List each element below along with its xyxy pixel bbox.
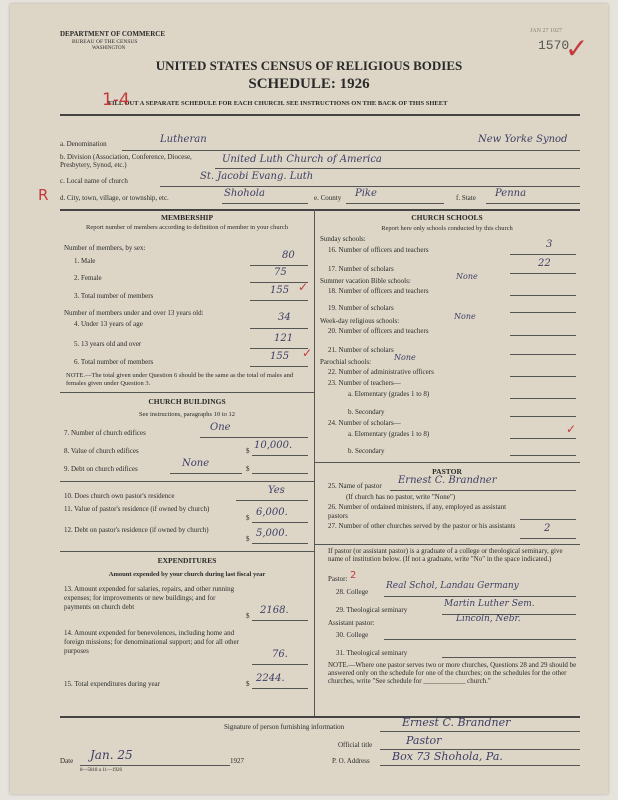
q6-label: 6. Total number of members (74, 358, 154, 366)
q24b-line (510, 455, 576, 456)
q13-dollar: $ (246, 612, 250, 620)
red-mark-1-4: 1-4 (102, 90, 130, 110)
schools-title: CHURCH SCHOOLS (411, 213, 483, 222)
q13-value: 2168. (260, 605, 289, 616)
q23-label: 23. Number of teachers— (328, 379, 401, 387)
q1-value: 80 (282, 250, 295, 261)
local-name-line (160, 186, 580, 187)
q24a-line (510, 438, 576, 439)
q17-value: 22 (538, 258, 551, 269)
parochial-schools-label: Parochial schools: (320, 358, 372, 366)
members-by-sex-label: Number of members, by sex: (64, 244, 146, 252)
weekday-schools-label: Week-day religious schools: (320, 317, 400, 325)
q11-value: 6,000. (256, 507, 288, 518)
synod-value: New Yorke Synod (478, 134, 568, 145)
denomination-label: a. Denomination (60, 140, 107, 148)
weekday-schools-value: None (454, 312, 476, 321)
denomination-value: Lutheran (160, 134, 207, 145)
q12-dollar: $ (246, 535, 250, 543)
q3-value: 155 (270, 285, 290, 296)
red-mark-r: R (38, 186, 49, 204)
q2-label: 2. Female (74, 274, 102, 282)
q7-value: One (210, 422, 231, 433)
q17-label: 17. Number of scholars (328, 265, 394, 273)
membership-note: NOTE.—The total given under Question 6 should be the same as the total of males and females given under Question 3. (66, 372, 294, 387)
form-number: 8—5818 a 11—1926 (80, 768, 123, 773)
county-label: e. County (314, 194, 342, 202)
q11-dollar: $ (246, 514, 250, 522)
date-value: Jan. 25 (90, 748, 133, 762)
form-title: UNITED STATES CENSUS OF RELIGIOUS BODIES (155, 58, 463, 73)
city-label: WASHINGTON (92, 46, 126, 51)
q26-line (520, 519, 576, 520)
q4-value: 34 (278, 312, 291, 323)
buildings-divider (60, 392, 314, 393)
denomination-line (122, 150, 580, 151)
q1-line (250, 265, 308, 266)
q28-line (384, 596, 576, 597)
q24a-check-mark: ✓ (566, 422, 577, 436)
date-year: 1927 (230, 757, 244, 765)
q18-line (510, 295, 576, 296)
q8-dollar: $ (246, 447, 250, 455)
division-value: United Luth Church of America (222, 154, 382, 165)
q26-label: 26. Number of ordained ministers, if any, employed as assistant pastors (328, 503, 507, 520)
q15-dollar: $ (246, 680, 250, 688)
official-title-value: Pastor (406, 734, 442, 747)
q24a-label: a. Elementary (grades 1 to 8) (348, 430, 430, 438)
q15-label: 15. Total expenditures during year (64, 680, 160, 688)
county-value: Pike (355, 188, 377, 199)
local-name-value: St. Jacobi Evang. Luth (200, 171, 314, 182)
q25-note: (If church has no pastor, write "None") (346, 493, 456, 501)
q9-value: None (182, 458, 210, 469)
q21-label: 21. Number of scholars (328, 346, 394, 354)
parochial-schools-value: None (394, 353, 416, 362)
q20-line (510, 335, 576, 336)
q18-label: 18. Number of officers and teachers (328, 287, 429, 295)
division-label: b. Division (Association, Conference, Diocese, Presbytery, Synod, etc.) (60, 153, 192, 169)
q23a-label: a. Elementary (grades 1 to 8) (348, 390, 430, 398)
q20-label: 20. Number of officers and teachers (328, 327, 429, 335)
q28-label: 28. College (336, 588, 369, 596)
expenditures-intro: Amount expended by your church during last fiscal year (108, 571, 266, 578)
q6-line (250, 366, 308, 367)
signature-label: Signature of person furnishing information (224, 723, 345, 731)
membership-title: MEMBERSHIP (160, 213, 214, 222)
q29-value: Martin Luther Sem. (444, 599, 535, 609)
q23b-label: b. Secondary (348, 408, 385, 416)
q25-line (390, 490, 576, 491)
q9-line (170, 473, 242, 474)
q22-label: 22. Number of administrative officers (328, 368, 434, 376)
buildings-title: CHURCH BUILDINGS (148, 397, 226, 406)
q5-label: 5. 13 years old and over (74, 340, 142, 348)
sunday-schools-label: Sunday schools: (320, 235, 366, 243)
schedule-title: SCHEDULE: 1926 (248, 76, 370, 92)
date-line (80, 765, 230, 766)
q12-label: 12. Debt on pastor's residence (if owned by church) (64, 526, 209, 534)
summer-schools-label: Summer vacation Bible schools: (320, 277, 411, 285)
q5-line (250, 348, 308, 349)
official-title-label: Official title (338, 741, 373, 749)
q1-label: 1. Male (74, 257, 96, 265)
q15-value: 2244. (256, 673, 285, 684)
header-divider (60, 114, 580, 116)
q25-label: 25. Name of pastor (328, 482, 382, 490)
q21-line (510, 354, 576, 355)
q24-label: 24. Number of scholars— (328, 419, 401, 427)
q30-label: 30. College (336, 631, 369, 639)
pastor-sublabel: Pastor: (328, 575, 348, 583)
q27-value: 2 (544, 523, 551, 534)
county-line (346, 203, 444, 204)
q24b-label: b. Secondary (348, 447, 385, 455)
q3-check-mark: ✓ (298, 280, 309, 294)
q23b-line (510, 416, 576, 417)
city-label-field: d. City, town, village, or township, etc. (60, 194, 169, 202)
q19-label: 19. Number of scholars (328, 304, 394, 312)
q7-line (200, 437, 308, 438)
signature-line (380, 731, 580, 732)
q14-value: 76. (272, 649, 288, 660)
division-line (215, 168, 580, 169)
membership-intro: Report number of members according to definition of member in your church (86, 224, 288, 231)
q25-value: Ernest C. Brandner (398, 475, 497, 486)
schedule-number: 1570 (538, 38, 570, 53)
date-label: Date (60, 757, 74, 765)
state-label: f. State (456, 194, 476, 202)
q13-label: 13. Amount expended for salaries, repairs, and other running expenses; for improvements or new buildings; and for payments on church debt (64, 585, 235, 611)
q10-value: Yes (268, 485, 285, 496)
q3-line (250, 300, 308, 301)
q17-line (510, 273, 576, 274)
pastor-note: NOTE.—Where one pastor serves two or more churches, Questions 28 and 29 should be answered only on the schedule for one of the churches; on the schedules for the other churches, write "See schedule for ____________ church." (328, 661, 577, 685)
city-value: Shohola (224, 188, 265, 199)
q13-line (252, 620, 308, 621)
q31-line (442, 657, 576, 658)
graduate-divider (314, 544, 580, 545)
q30-line (384, 639, 576, 640)
q10-label: 10. Does church own pastor's residence (64, 492, 175, 500)
department-label: DEPARTMENT OF COMMERCE (60, 30, 166, 38)
q16-label: 16. Number of officers and teachers (328, 246, 429, 254)
q23a-line (510, 398, 576, 399)
separate-schedule-instruction: FILL OUT A SEPARATE SCHEDULE FOR EACH CHURCH. SEE INSTRUCTIONS ON THE BACK OF THIS SHEET (108, 100, 448, 107)
q14-line (252, 664, 308, 665)
q2-value: 75 (274, 267, 287, 278)
q14-label: 14. Amount expended for benevolences, including home and foreign missions; for denominational support; and for all other purposes (64, 629, 239, 655)
assistant-pastor-label: Assistant pastor: (328, 619, 375, 627)
bureau-label: BUREAU OF THE CENSUS (72, 39, 138, 45)
q16-line (510, 254, 576, 255)
q9-dollar: $ (246, 465, 250, 473)
q15-line (252, 688, 308, 689)
pastor-title: PASTOR (432, 467, 462, 476)
q9-label: 9. Debt on church edifices (64, 465, 138, 473)
q29-label: 29. Theological seminary (336, 606, 408, 614)
signature-value: Ernest C. Brandner (402, 716, 511, 729)
q8-line (252, 455, 308, 456)
q27-label: 27. Number of other churches served by the pastor or his assistants (328, 522, 516, 530)
state-line (486, 203, 580, 204)
q31-label: 31. Theological seminary (336, 649, 408, 657)
census-schedule-page (10, 4, 608, 794)
age-intro-label: Number of members under and over 13 years old: (64, 309, 204, 317)
q12-line (252, 543, 308, 544)
q16-value: 3 (546, 239, 553, 250)
q19-line (510, 312, 576, 313)
graduate-note: If pastor (or assistant pastor) is a graduate of a college or theological seminary, give name of institution below. (If not a graduate, write "No" in the space indicated.) (328, 547, 563, 563)
q10-line (236, 500, 308, 501)
q8-value: 10,000. (254, 440, 293, 451)
po-address-line (380, 765, 580, 766)
q4-line (250, 328, 308, 329)
q22-line (510, 376, 576, 377)
q6-value: 155 (270, 351, 290, 362)
q11-line (252, 522, 308, 523)
q3-label: 3. Total number of members (74, 292, 154, 300)
q9-divider (60, 481, 314, 482)
local-name-label: c. Local name of church (60, 177, 128, 185)
schools-intro: Report here only schools conducted by this church (381, 225, 513, 232)
q4-label: 4. Under 13 years of age (74, 320, 143, 328)
expenditures-divider (60, 551, 314, 552)
q28-value: Real Schol, Landau Germany (386, 581, 519, 591)
red-check-mark: ✓ (565, 32, 589, 65)
pastor-red-mark: 2 (350, 570, 357, 581)
q6-check-mark: ✓ (302, 346, 313, 360)
q29-value-location: Lincoln, Nebr. (456, 614, 521, 624)
expenditures-title: EXPENDITURES (157, 556, 217, 565)
q7-label: 7. Number of church edifices (64, 429, 146, 437)
q5-value: 121 (274, 333, 294, 344)
received-stamp: JAN 27 1927 (530, 28, 563, 34)
city-line (222, 203, 308, 204)
q9-amount-line (252, 473, 308, 474)
summer-schools-value: None (456, 272, 478, 281)
buildings-intro: See instructions, paragraphs 10 to 12 (138, 411, 236, 418)
q8-label: 8. Value of church edifices (64, 447, 139, 455)
q11-label: 11. Value of pastor's residence (if owned by church) (64, 505, 210, 513)
q27-line (520, 538, 576, 539)
table-top-border (60, 209, 580, 211)
po-address-label: P. O. Address (332, 757, 370, 765)
pastor-divider (314, 462, 580, 463)
po-address-value: Box 73 Shohola, Pa. (392, 750, 503, 763)
q12-value: 5,000. (256, 528, 288, 539)
state-value: Penna (495, 188, 527, 199)
